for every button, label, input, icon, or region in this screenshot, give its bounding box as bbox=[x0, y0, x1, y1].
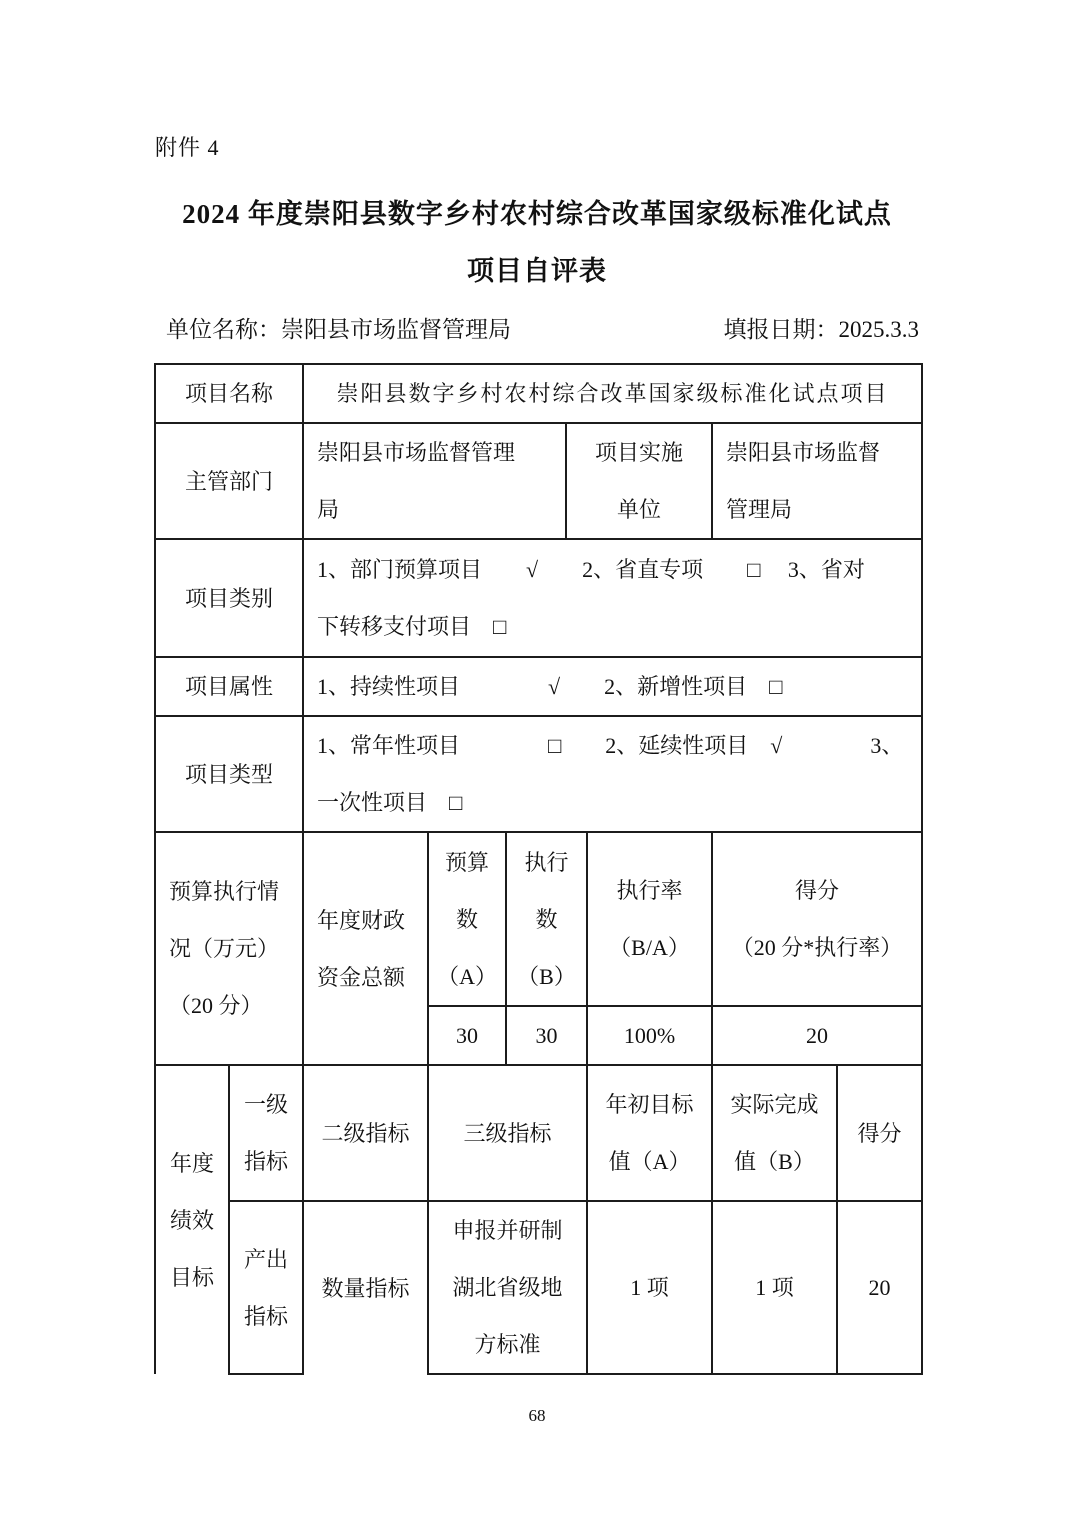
cell-line: 指标 bbox=[244, 1303, 289, 1329]
cell-line: 申报并研制 bbox=[452, 1218, 563, 1243]
perf-score-header: 得分 bbox=[837, 1065, 922, 1201]
row-performance-header bbox=[155, 1065, 922, 1201]
level3-header: 三级指标 bbox=[428, 1065, 587, 1201]
doc-title-line2: 项目自评表 bbox=[467, 256, 607, 286]
perf-score-value: 20 bbox=[837, 1201, 922, 1374]
level2-value: 数量指标 bbox=[303, 1201, 428, 1374]
cell-line: 实际完成 bbox=[730, 1092, 819, 1117]
cell-line: 下转移支付项目 □ bbox=[317, 614, 507, 639]
cell-line: 目标 bbox=[169, 1264, 214, 1290]
page-number: 68 bbox=[528, 1406, 546, 1425]
cell-line: 况（万元） bbox=[169, 936, 280, 961]
self-evaluation-table bbox=[154, 363, 923, 1375]
project-name-label: 项目名称 bbox=[155, 364, 303, 423]
row-project-type bbox=[155, 716, 922, 832]
score-col-header bbox=[712, 832, 922, 1006]
rate-col-header bbox=[587, 832, 712, 1006]
cell-line: 年初目标 bbox=[605, 1092, 694, 1117]
target-value: 1 项 bbox=[587, 1201, 712, 1374]
competent-dept-label: 主管部门 bbox=[155, 423, 303, 539]
cell-line: 崇阳县市场监督 bbox=[726, 440, 881, 465]
cell-line: 一级 bbox=[244, 1092, 289, 1117]
row-performance-data bbox=[155, 1201, 922, 1374]
report-date: 填报日期：2025.3.3 bbox=[723, 317, 919, 342]
budget-col-header bbox=[428, 832, 506, 1006]
cell-line: 管理局 bbox=[726, 497, 793, 522]
cell-line: 数 bbox=[456, 906, 479, 932]
cell-line: 项目实施 bbox=[595, 440, 684, 465]
row-project-attribute bbox=[155, 657, 922, 716]
cell-line: （B/A） bbox=[609, 935, 690, 960]
project-name-value: 崇阳县数字乡村农村综合改革国家级标准化试点项目 bbox=[303, 364, 922, 423]
competent-dept-value bbox=[303, 423, 566, 539]
cell-line: 资金总额 bbox=[317, 964, 406, 990]
attachment-label: 附件 4 bbox=[155, 135, 220, 160]
cell-line: 局 bbox=[317, 497, 340, 522]
cell-line: （B） bbox=[517, 963, 576, 989]
cell-line: 1、常年性项目 □ 2、延续性项目 √ 3、 bbox=[317, 733, 904, 758]
cell-line: 年度财政 bbox=[317, 907, 406, 933]
row-project-name bbox=[155, 364, 922, 423]
actual-value: 1 项 bbox=[712, 1201, 837, 1374]
cell-line: （20 分） bbox=[169, 993, 263, 1018]
cell-line: 一次性项目 □ bbox=[317, 790, 463, 815]
meta-row bbox=[154, 311, 921, 344]
cell-line: 得分 bbox=[795, 878, 840, 903]
cell-line: 预算 bbox=[445, 849, 490, 875]
target-header bbox=[587, 1065, 712, 1201]
level1-value bbox=[229, 1201, 303, 1374]
rate-value: 100% bbox=[587, 1006, 712, 1065]
level3-value bbox=[428, 1201, 587, 1374]
budget-section-label bbox=[155, 832, 303, 1065]
cell-line: 湖北省级地 bbox=[452, 1275, 563, 1300]
cell-line: 执行 bbox=[524, 849, 569, 875]
project-type-label: 项目类型 bbox=[155, 716, 303, 832]
actual-header bbox=[712, 1065, 837, 1201]
cell-line: 指标 bbox=[244, 1149, 289, 1174]
project-category-options bbox=[303, 539, 922, 657]
row-project-category bbox=[155, 539, 922, 657]
cell-line: 单位 bbox=[617, 497, 662, 522]
cell-line: 年度 bbox=[169, 1150, 214, 1176]
cell-line: （A） bbox=[437, 963, 497, 989]
cell-line: 数 bbox=[535, 906, 558, 932]
score-value: 20 bbox=[712, 1006, 922, 1065]
unit-name: 单位名称：崇阳县市场监督管理局 bbox=[166, 317, 511, 342]
cell-line: 值（A） bbox=[608, 1149, 691, 1174]
budget-value: 30 bbox=[428, 1006, 506, 1065]
project-attribute-options: 1、持续性项目 √ 2、新增性项目 □ bbox=[303, 657, 922, 716]
performance-section-label bbox=[155, 1065, 229, 1374]
cell-line: 绩效 bbox=[169, 1207, 214, 1233]
cell-line: 产出 bbox=[244, 1246, 289, 1272]
exec-value: 30 bbox=[506, 1006, 587, 1065]
cell-line: 1、部门预算项目 √ 2、省直专项 □ 3、省对 bbox=[317, 557, 865, 582]
row-budget-header bbox=[155, 832, 922, 1006]
level2-header: 二级指标 bbox=[303, 1065, 428, 1201]
cell-line: 值（B） bbox=[734, 1149, 815, 1174]
project-attribute-label: 项目属性 bbox=[155, 657, 303, 716]
impl-unit-value bbox=[712, 423, 922, 539]
cell-line: （20 分*执行率） bbox=[731, 935, 903, 960]
cell-line: 崇阳县市场监督管理 bbox=[317, 440, 516, 465]
cell-line: 预算执行情 bbox=[169, 879, 280, 904]
impl-unit-label bbox=[566, 423, 712, 539]
cell-line: 方标准 bbox=[474, 1332, 541, 1357]
project-type-options bbox=[303, 716, 922, 832]
exec-col-header bbox=[506, 832, 587, 1006]
cell-line: 执行率 bbox=[616, 878, 683, 903]
annual-fund-label bbox=[303, 832, 428, 1065]
project-category-label: 项目类别 bbox=[155, 539, 303, 657]
doc-title-line1: 2024 年度崇阳县数字乡村农村综合改革国家级标准化试点 bbox=[182, 199, 892, 229]
row-competent-dept bbox=[155, 423, 922, 539]
level1-header bbox=[229, 1065, 303, 1201]
